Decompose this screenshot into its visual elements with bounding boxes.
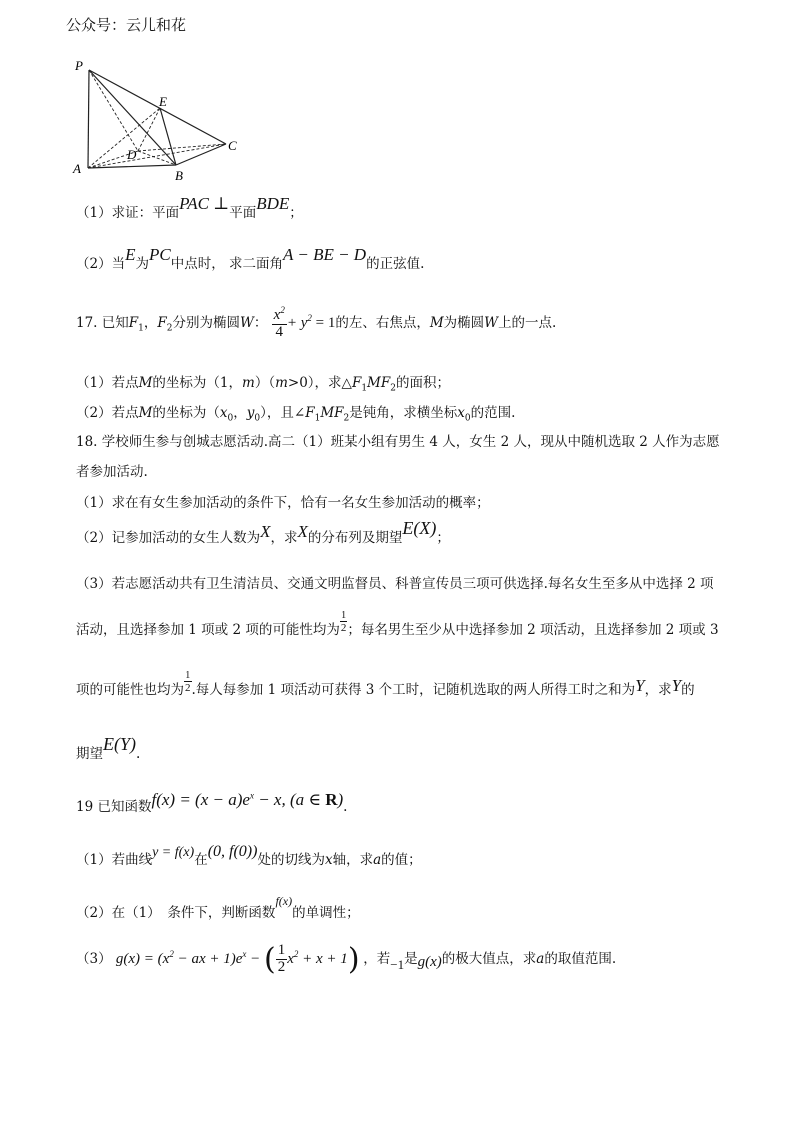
q17-part2: （2）若点M的坐标为（$x_0$，$y_0$），且$\angle F_1MF_2$是钝角，求横坐标$x_0$的范围. [76,405,516,424]
q16-part2: （2）当E为PC中点时， 求二面角A − BE − D的正弦值. [76,245,425,272]
q19-part2: （2）在（1） 条件下，判断函数f(x)的单调性； [76,894,360,921]
q18-part3-line3: 项的可能性也均为 $\frac{1}{2}$ .每人每参加 1 项活动可获得 3 个工时，记随机选取的两人所得工时之和为Y，求Y的 [76,670,695,698]
q18-intro-line2: 者参加活动. [76,464,148,480]
label-A: A [73,161,81,176]
q17-part1: （1）若点M的坐标为（1，m）（m>0），求$\triangle F_1MF_2$的面积； [76,375,450,394]
label-E: E [159,94,167,109]
half-fraction: $\frac{1}{2}$ [340,610,347,635]
edge-PD [89,70,138,151]
pyramid-figure [66,58,256,188]
edge-PC [89,70,226,144]
q18-part3-line4: 期望E(Y). [76,734,141,762]
label-D: D [127,147,137,162]
half-fraction-3: $\frac{1}{2}$ [277,942,286,975]
edge-AE [88,108,160,168]
q19-intro: 19 已知函数$f(x) = (x - a)e^x - x$, (a ∈ R). [76,790,348,815]
page-header: 公众号：云儿和花 [66,16,187,34]
q19-part1: （1）若曲线y = f(x)在(0, f(0))处的切线为x轴，求a的值； [76,843,422,868]
ellipse-x-frac: $\frac{x^2}{4}$ [273,305,285,340]
q18-part1: （1）求在有女生参加活动的条件下，恰有一名女生参加活动的概率； [76,495,490,511]
label-C: C [228,138,237,153]
edge-PA [88,70,89,168]
edge-AC [88,144,226,168]
q19-part3: （3） $g(x) = (x^2$ − ax + $1)e^x$ − ( $\frac{1}{2}$ $x^2 + x + 1$) ，若−1是g(x)的极大值点，求a的取值范围. [76,942,617,977]
label-B: B [175,168,183,183]
q16-part1: （1）求证：平面PAC ⊥平面BDE； [76,194,303,221]
q18-part2: （2）记参加活动的女生人数为X，求X的分布列及期望E(X)； [76,518,450,546]
edge-AB [88,165,176,168]
q17-intro: 17. 已知$F_1$，$F_2$分别为椭圆W： $\frac{x^2}{4}$ + $y^2 = 1$的左、右焦点，M为椭圆W上的一点. [76,305,557,340]
q18-part3-line2: 活动，且选择参加 1 项或 2 项的可能性均为 $\frac{1}{2}$ ；每名男生至少从中选择参加 2 项活动，且选择参加 2 项或 3 [76,610,719,638]
label-P: P [75,58,83,73]
half-fraction-2: $\frac{1}{2}$ [185,670,191,695]
q18-intro-line1: 18. 学校师生参与创城志愿活动.高二（1）班某小组有男生 4 人，女生 2 人，现从中随机选取 2 人作为志愿 [76,434,720,450]
q18-part3-line1: （3）若志愿活动共有卫生清洁员、交通文明监督员、科普宣传员三项可供选择.每名女生至多从中选择 2 项 [76,576,714,592]
